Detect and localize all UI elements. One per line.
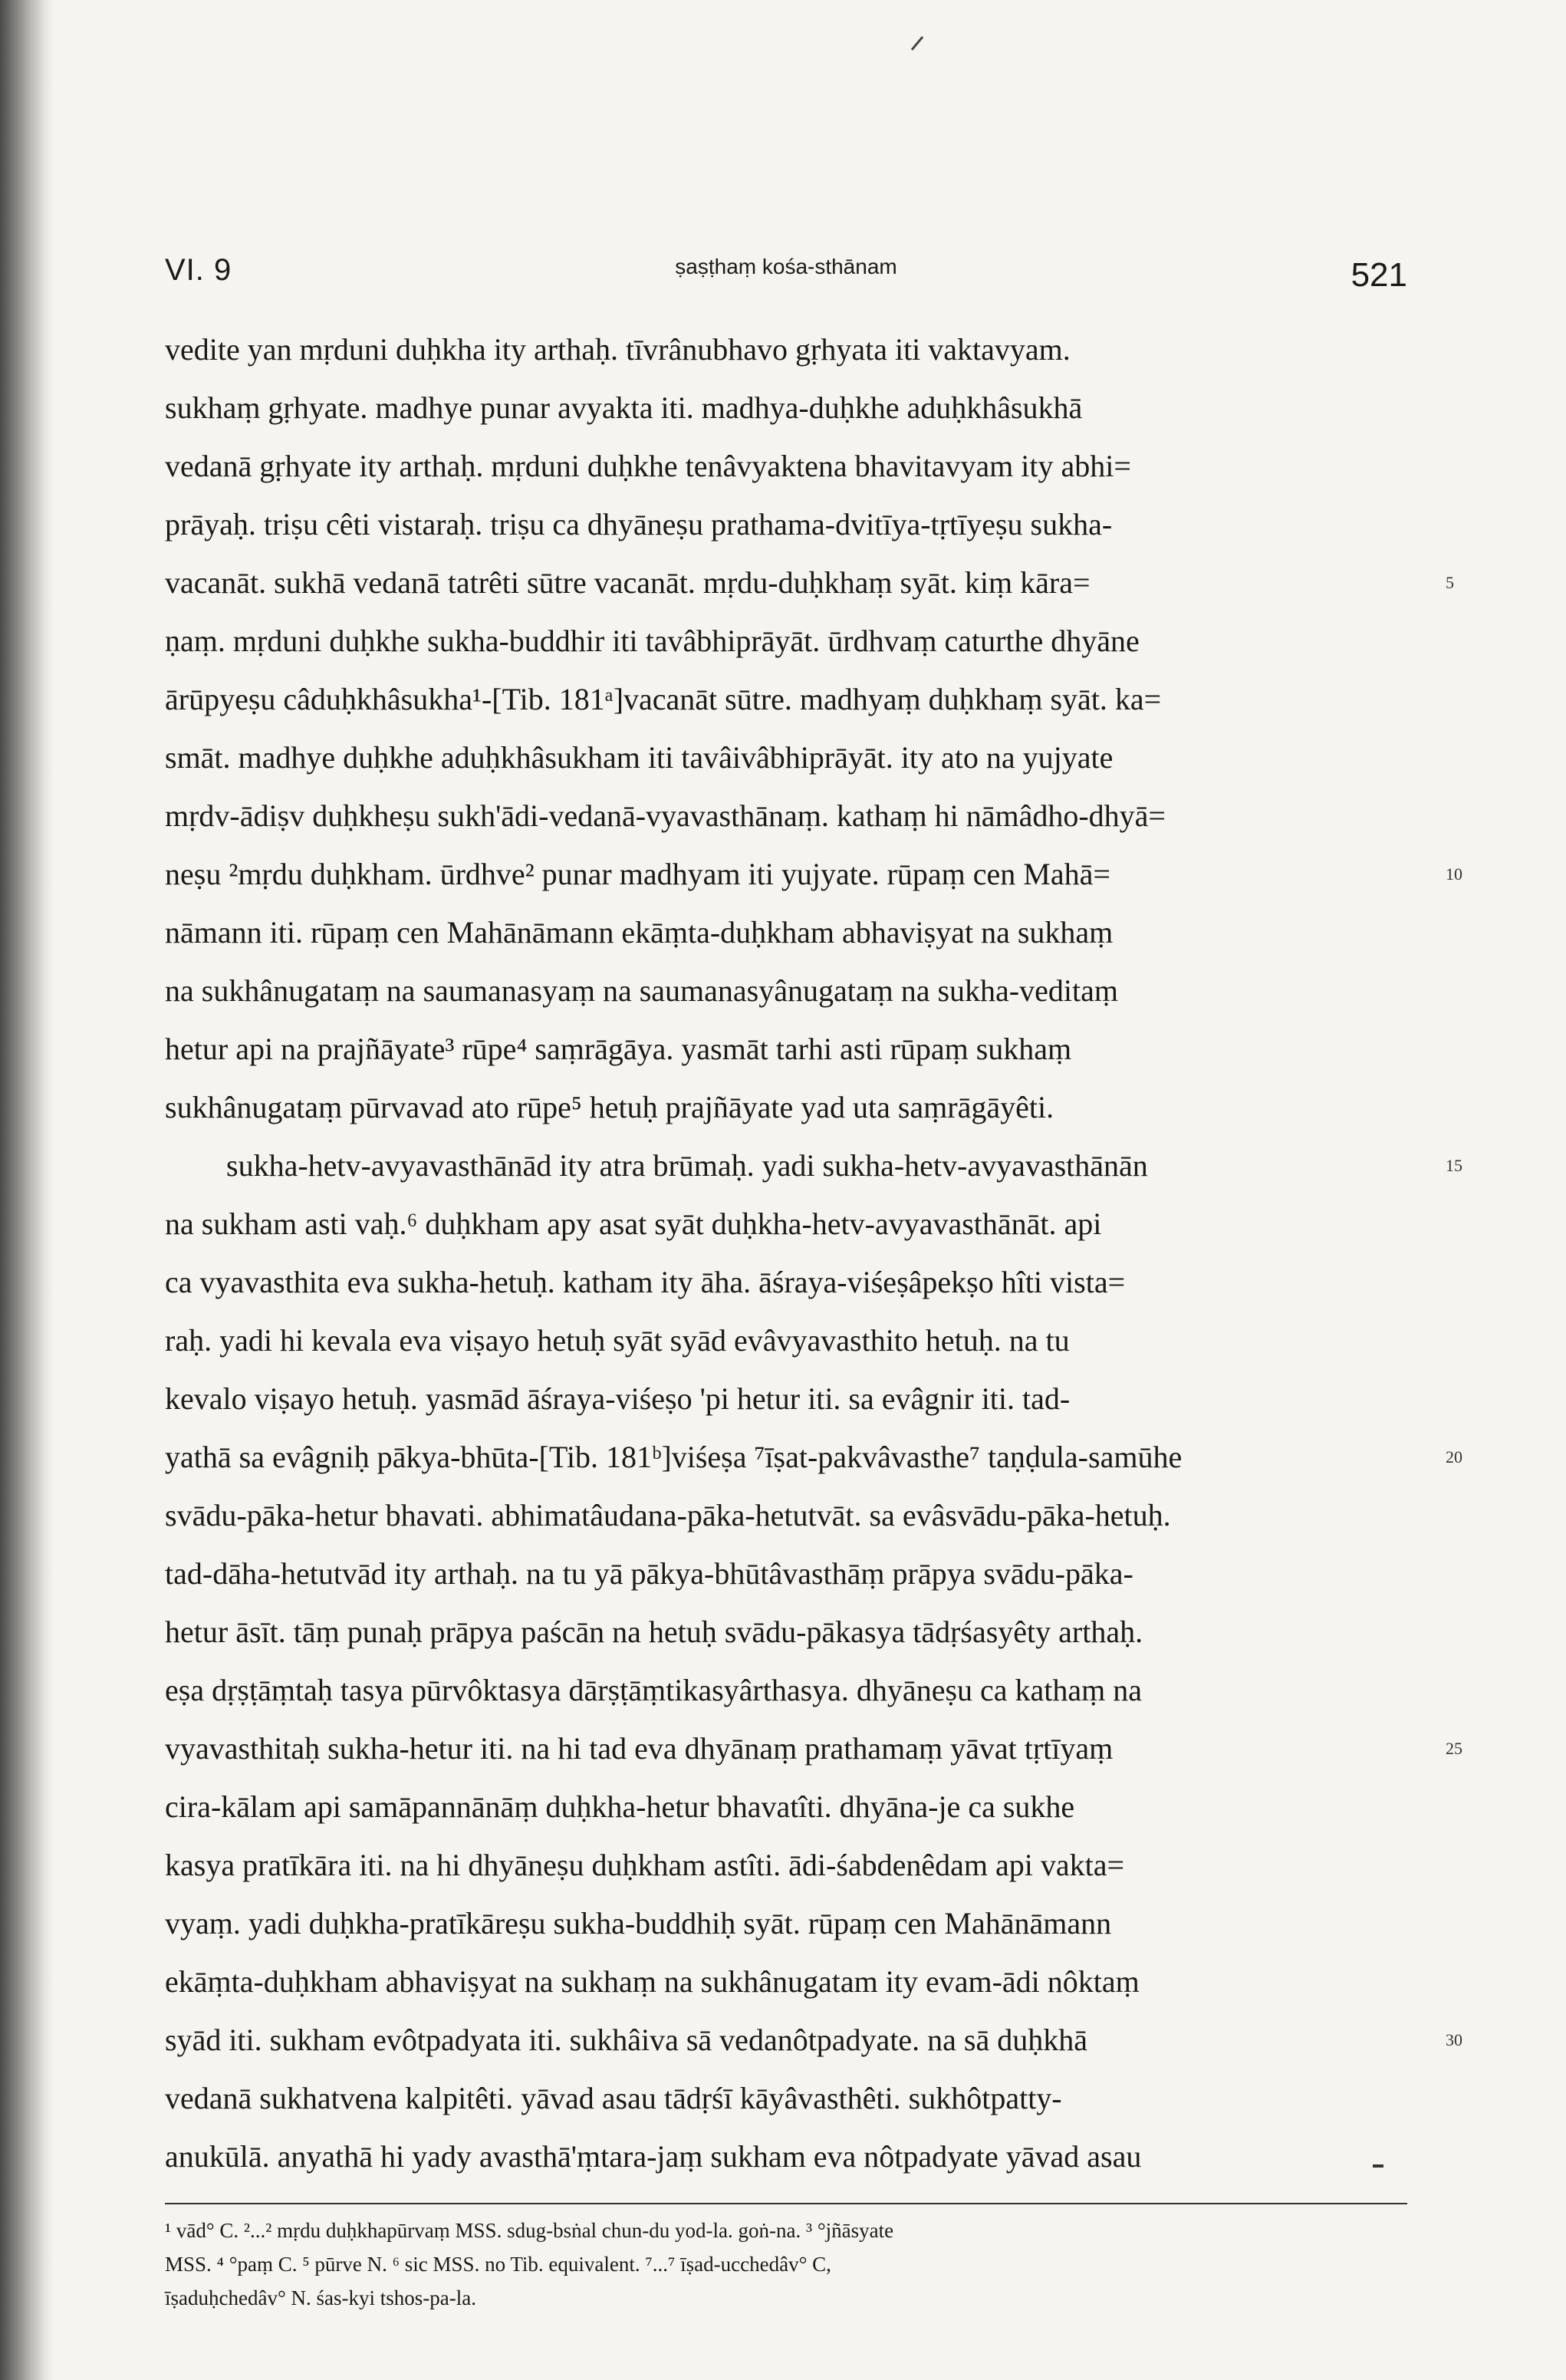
text-line — [165, 1137, 1462, 1195]
text-line — [165, 962, 1407, 1020]
text-line — [165, 670, 1407, 729]
text-line — [165, 1312, 1407, 1370]
footnote-rule — [165, 2203, 1407, 2204]
line-number: 5 — [1446, 573, 1454, 592]
text-line — [165, 1720, 1462, 1778]
text-line — [165, 437, 1407, 495]
line-text: vedite yan mṛduni duḥkha ity arthaḥ. tīvrânubhavo gṛhyata iti vaktavyam. — [165, 332, 1071, 367]
text-line — [165, 1020, 1407, 1078]
line-text: sukha-hetv-avyavasthānād ity atra brūmaḥ. yadi sukha-hetv-avyavasthānān — [226, 1148, 1148, 1183]
text-line — [165, 321, 1407, 379]
footnotes — [165, 2214, 1407, 2315]
footnote-line: īṣaduḥchedâv° N. śas-kyi tshos-pa-la. — [165, 2286, 476, 2309]
footnote-line: MSS. ⁴ °paṃ C. ⁵ pūrve N. ⁶ sic MSS. no Tib. equivalent. ⁷...⁷ īṣad-ucchedâv° C, — [165, 2253, 831, 2276]
line-text: vedanā sukhatvena kalpitêti. yāvad asau tādṛśī kāyâvasthêti. sukhôtpatty- — [165, 2081, 1062, 2115]
line-text: na sukhânugataṃ na saumanasyaṃ na saumanasyânugataṃ na sukha-veditaṃ — [165, 973, 1118, 1008]
text-line — [165, 1545, 1407, 1603]
text-line — [165, 1661, 1407, 1720]
text-line — [165, 1836, 1407, 1894]
line-text: svādu-pāka-hetur bhavati. abhimatâudana-pāka-hetutvāt. sa evâsvādu-pāka-hetuḥ. — [165, 1498, 1171, 1532]
line-text: kasya pratīkāra iti. na hi dhyāneṣu duḥkham astîti. ādi-śabdenêdam api vakta= — [165, 1848, 1125, 1882]
text-line — [165, 1603, 1407, 1661]
text-line — [165, 612, 1407, 670]
printer-mark — [1373, 2164, 1383, 2168]
line-text: vedanā gṛhyate ity arthaḥ. mṛduni duḥkhe tenâvyaktena bhavitavyam ity abhi= — [165, 449, 1131, 483]
text-line — [165, 729, 1407, 787]
line-text: na sukham asti vaḥ.⁶ duḥkham apy asat syāt duḥkha-hetv-avyavasthānāt. api — [165, 1206, 1102, 1241]
text-line — [165, 787, 1407, 845]
line-text: raḥ. yadi hi kevala eva viṣayo hetuḥ syāt syād evâvyavasthito hetuḥ. na tu — [165, 1323, 1070, 1358]
text-line — [165, 1253, 1407, 1312]
page — [165, 222, 1462, 2315]
text-line — [165, 845, 1462, 904]
line-text: yathā sa evâgniḥ pākya-bhūta-[Tib. 181ᵇ]viśeṣa ⁷īṣat-pakvâvasthe⁷ taṇḍula-samūhe — [165, 1440, 1183, 1474]
line-text: sukhânugataṃ pūrvavad ato rūpe⁵ hetuḥ prajñāyate yad uta saṃrāgāyêti. — [165, 1090, 1054, 1124]
line-text: syād iti. sukham evôtpadyata iti. sukhâiva sā vedanôtpadyate. na sā duḥkhā — [165, 2023, 1088, 2057]
text-line — [165, 1195, 1407, 1253]
line-text: hetur āsīt. tāṃ punaḥ prāpya paścān na hetuḥ svādu-pākasya tādṛśasyêty arthaḥ. — [165, 1615, 1143, 1649]
line-number: 20 — [1446, 1447, 1462, 1467]
text-line — [165, 1953, 1407, 2011]
text-line — [165, 1894, 1407, 1953]
line-text: ca vyavasthita eva sukha-hetuḥ. katham ity āha. āśraya-viśeṣâpekṣo hîti vista= — [165, 1265, 1126, 1299]
line-text: vyavasthitaḥ sukha-hetur iti. na hi tad eva dhyānaṃ prathamaṃ yāvat tṛtīyaṃ — [165, 1731, 1114, 1766]
line-text: eṣa dṛṣṭāṃtaḥ tasya pūrvôktasya dārṣṭāṃtikasyârthasya. dhyāneṣu ca kathaṃ na — [165, 1673, 1143, 1707]
line-number: 10 — [1446, 864, 1462, 884]
line-text: ārūpyeṣu câduḥkhâsukha¹-[Tib. 181ᵃ]vacanāt sūtre. madhyaṃ duḥkhaṃ syāt. ka= — [165, 682, 1162, 716]
text-line — [165, 1778, 1407, 1836]
line-text: hetur api na prajñāyate³ rūpe⁴ saṃrāgāya. yasmāt tarhi asti rūpaṃ sukhaṃ — [165, 1032, 1072, 1066]
line-text: mṛdv-ādiṣv duḥkheṣu sukh'ādi-vedanā-vyavasthānaṃ. kathaṃ hi nāmâdho-dhyā= — [165, 798, 1166, 833]
line-text: ekāṃta-duḥkham abhaviṣyat na sukhaṃ na sukhânugatam ity evam-ādi nôktaṃ — [165, 1964, 1140, 1999]
line-text: tad-dāha-hetutvād ity arthaḥ. na tu yā pākya-bhūtâvasthāṃ prāpya svādu-pāka- — [165, 1556, 1133, 1591]
body-text — [165, 321, 1462, 2186]
line-text: nāmann iti. rūpaṃ cen Mahānāmann ekāṃta-duḥkham abhaviṣyat na sukhaṃ — [165, 915, 1114, 950]
line-text: vyaṃ. yadi duḥkha-pratīkāreṣu sukha-buddhiḥ syāt. rūpaṃ cen Mahānāmann — [165, 1906, 1112, 1941]
line-text: smāt. madhye duḥkhe aduḥkhâsukham iti tavâivâbhiprāyāt. ity ato na yujyate — [165, 740, 1114, 775]
footnote-line: ¹ vād° C. ²...² mṛdu duḥkhapūrvaṃ MSS. sdug-bsṅal chun-du yod-la. goṅ-na. ³ °jñāsyate — [165, 2219, 894, 2242]
chapter-ref: VI. 9 — [165, 253, 232, 287]
text-line — [165, 1370, 1407, 1428]
line-text: sukhaṃ gṛhyate. madhye punar avyakta iti. madhya-duḥkhe aduḥkhâsukhā — [165, 390, 1083, 425]
page-number: 521 — [1351, 256, 1407, 294]
text-line — [165, 904, 1407, 962]
line-text: kevalo viṣayo hetuḥ. yasmād āśraya-viśeṣo 'pi hetur iti. sa evâgnir iti. tad- — [165, 1381, 1071, 1416]
text-line — [165, 379, 1407, 437]
line-text: ṇaṃ. mṛduni duḥkhe sukha-buddhir iti tavâbhiprāyāt. ūrdhvaṃ caturthe dhyāne — [165, 624, 1140, 658]
text-line — [165, 1486, 1407, 1545]
book-binding-shadow — [0, 0, 54, 2380]
line-text: anukūlā. anyathā hi yady avasthā'ṃtara-jaṃ sukham eva nôtpadyate yāvad asau — [165, 2139, 1142, 2174]
line-text: cira-kālam api samāpannānāṃ duḥkha-hetur bhavatîti. dhyāna-je ca sukhe — [165, 1789, 1075, 1824]
text-line — [165, 495, 1407, 554]
text-line — [165, 1078, 1407, 1137]
text-line — [165, 2069, 1407, 2128]
text-line — [165, 1428, 1462, 1486]
line-text: vacanāt. sukhā vedanā tatrêti sūtre vacanāt. mṛdu-duḥkhaṃ syāt. kiṃ kāra= — [165, 565, 1091, 600]
stray-ink-mark — [911, 36, 923, 51]
line-number: 30 — [1446, 2030, 1462, 2049]
text-line — [165, 2011, 1462, 2069]
text-line — [165, 2128, 1407, 2186]
line-text: neṣu ²mṛdu duḥkham. ūrdhve² punar madhyam iti yujyate. rūpaṃ cen Mahā= — [165, 857, 1110, 891]
line-text: prāyaḥ. triṣu cêti vistaraḥ. triṣu ca dhyāneṣu prathama-dvitīya-tṛtīyeṣu sukha- — [165, 507, 1113, 542]
line-number: 25 — [1446, 1739, 1462, 1758]
line-number: 15 — [1446, 1156, 1462, 1175]
running-head — [165, 222, 1407, 314]
running-title: ṣaṣṭhaṃ kośa-sthānam — [675, 255, 897, 278]
text-line — [165, 554, 1454, 612]
